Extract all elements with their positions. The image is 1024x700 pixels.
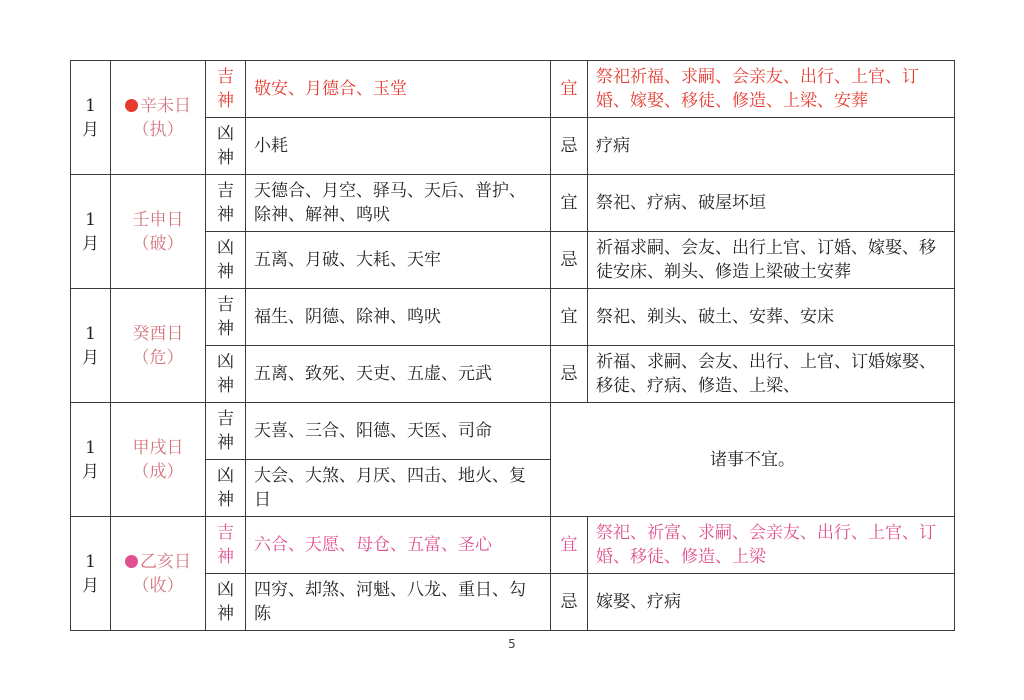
ji-activities: 祈福求嗣、会友、出行上官、订婚、嫁娶、移徒安床、剃头、修造上梁破土安葬 bbox=[588, 232, 955, 289]
unlucky-gods-list: 小耗 bbox=[246, 118, 551, 175]
lucky-gods-list: 敬安、月德合、玉堂 bbox=[246, 61, 551, 118]
lucky-gods-list: 福生、阴德、除神、鸣吠 bbox=[246, 289, 551, 346]
unlucky-gods-label: 凶神 bbox=[206, 118, 246, 175]
month-cell: 1月 bbox=[71, 289, 111, 403]
day-cell: 辛未日（执） bbox=[111, 61, 206, 175]
unlucky-gods-label: 凶神 bbox=[206, 460, 246, 517]
lucky-gods-list: 天喜、三合、阳德、天医、司命 bbox=[246, 403, 551, 460]
day-4-lucky-row bbox=[71, 403, 955, 460]
page-number: 5 bbox=[508, 637, 516, 651]
month-cell: 1月 bbox=[71, 175, 111, 289]
unlucky-gods-label: 凶神 bbox=[206, 232, 246, 289]
ji-label: 忌 bbox=[551, 346, 588, 403]
day-cell: 甲戌日（成） bbox=[111, 403, 206, 517]
day-cell: 乙亥日（收） bbox=[111, 517, 206, 631]
month-cell: 1月 bbox=[71, 61, 111, 175]
day-cell: 壬申日（破） bbox=[111, 175, 206, 289]
ji-activities: 祈福、求嗣、会友、出行、上官、订婚嫁娶、移徒、疗病、修造、上梁、 bbox=[588, 346, 955, 403]
ji-label: 忌 bbox=[551, 574, 588, 631]
day-1-lucky-row bbox=[71, 61, 955, 118]
ji-activities: 嫁娶、疗病 bbox=[588, 574, 955, 631]
unlucky-gods-list: 五离、月破、大耗、天牢 bbox=[246, 232, 551, 289]
yi-activities: 祭祀祈福、求嗣、会亲友、出行、上官、订婚、嫁娶、移徒、修造、上梁、安葬 bbox=[588, 61, 955, 118]
lucky-gods-label: 吉神 bbox=[206, 175, 246, 232]
ji-label: 忌 bbox=[551, 232, 588, 289]
ji-label: 忌 bbox=[551, 118, 588, 175]
lucky-gods-label: 吉神 bbox=[206, 403, 246, 460]
ji-activities: 疗病 bbox=[588, 118, 955, 175]
lucky-gods-label: 吉神 bbox=[206, 61, 246, 118]
red-dot-icon bbox=[125, 99, 138, 112]
month-cell: 1月 bbox=[71, 403, 111, 517]
unlucky-gods-label: 凶神 bbox=[206, 346, 246, 403]
month-cell: 1月 bbox=[71, 517, 111, 631]
almanac-table bbox=[70, 60, 955, 631]
yi-activities: 祭祀、疗病、破屋坏垣 bbox=[588, 175, 955, 232]
unlucky-gods-list: 四穷、却煞、河魁、八龙、重日、勾陈 bbox=[246, 574, 551, 631]
unlucky-gods-label: 凶神 bbox=[206, 574, 246, 631]
yi-activities: 祭祀、祈富、求嗣、会亲友、出行、上官、订婚、移徒、修造、上梁 bbox=[588, 517, 955, 574]
unlucky-gods-list: 五离、致死、天吏、五虚、元武 bbox=[246, 346, 551, 403]
pink-dot-icon bbox=[125, 555, 138, 568]
day-2-lucky-row bbox=[71, 175, 955, 232]
lucky-gods-label: 吉神 bbox=[206, 289, 246, 346]
day-cell: 癸酉日（危） bbox=[111, 289, 206, 403]
yi-label: 宜 bbox=[551, 517, 588, 574]
lucky-gods-label: 吉神 bbox=[206, 517, 246, 574]
yi-label: 宜 bbox=[551, 175, 588, 232]
lucky-gods-list: 六合、天愿、母仓、五富、圣心 bbox=[246, 517, 551, 574]
yi-label: 宜 bbox=[551, 61, 588, 118]
day-5-lucky-row bbox=[71, 517, 955, 574]
unlucky-gods-list: 大会、大煞、月厌、四击、地火、复日 bbox=[246, 460, 551, 517]
day-3-lucky-row bbox=[71, 289, 955, 346]
lucky-gods-list: 天德合、月空、驿马、天后、普护、除神、解神、鸣吠 bbox=[246, 175, 551, 232]
yi-label: 宜 bbox=[551, 289, 588, 346]
merged-note: 诸事不宜。 bbox=[551, 403, 955, 517]
yi-activities: 祭祀、剃头、破土、安葬、安床 bbox=[588, 289, 955, 346]
